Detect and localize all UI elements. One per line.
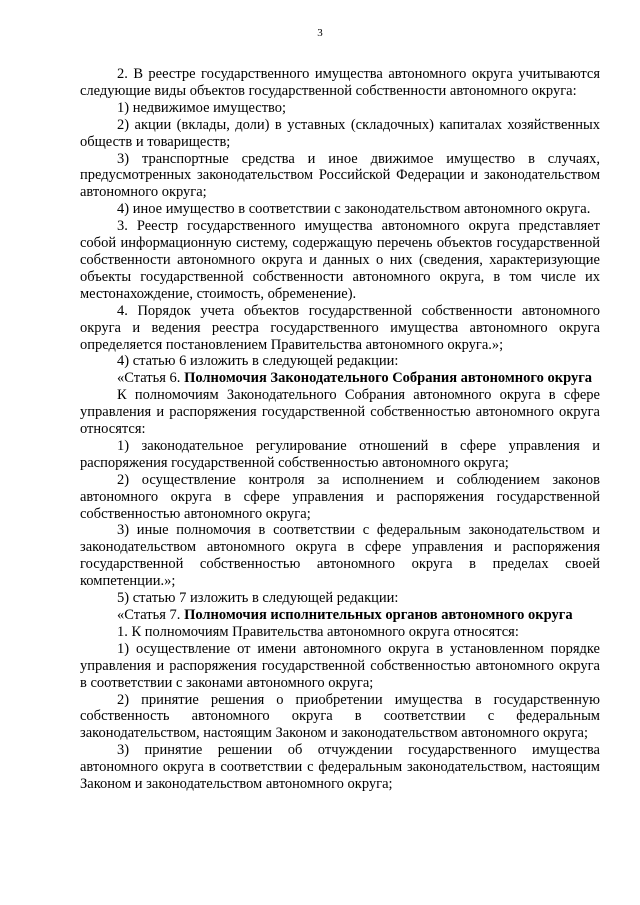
article-6-item-2: 2) осуществление контроля за исполнением и соблюдением законов автономного округа в сфере управления и распоряжения государственной собственностью автономного округа; [80, 471, 600, 522]
paragraph-item-2-registry: 2. В реестре государственного имущества автономного округа учитываются следующие виды объектов государственной собственности автономного округа: [80, 66, 600, 99]
list-item-vehicles: 3) транспортные средства и иное движимое имущество в случаях, предусмотренных законодательством Российской Федерации и законодательством автономного округа; [80, 150, 600, 201]
amendment-article-7-intro: 5) статью 7 изложить в следующей редакции: [117, 590, 399, 607]
document-body [80, 66, 600, 793]
list-item-other-property: 4) иное имущество в соответствии с законодательством автономного округа. [117, 201, 591, 218]
list-item-real-estate: 1) недвижимое имущество; [117, 99, 287, 116]
article-7-prefix: «Статья 7. [117, 607, 185, 623]
article-6-item-3: 3) иные полномочия в соответствии с федеральным законодательством и законодательством автономного округа в сфере управления и распоряжения государственной собственностью автономного округа в пределах своей компетенции.»; [80, 522, 600, 590]
article-6-item-1: 1) законодательное регулирование отношений в сфере управления и распоряжения государственной собственностью автономного округа; [80, 437, 600, 471]
article-7-item-1: 1) осуществление от имени автономного округа в установленном порядке управления и распоряжения государственной собственностью автономного округа в соответствии с законами автономного округа; [80, 640, 600, 691]
list-item-shares: 2) акции (вклады, доли) в уставных (складочных) капиталах хозяйственных обществ и товариществ; [80, 116, 600, 150]
article-6-title: Полномочия Законодательного Собрания автономного округа [184, 370, 593, 387]
article-7-item-2: 2) принятие решения о приобретении имущества в государственную собственность автономного округа в соответствии с федеральным законодательством, настоящим Законом и законодательством автономного округа; [80, 691, 600, 742]
article-7-part-1-intro: 1. К полномочиям Правительства автономного округа относятся: [117, 623, 519, 640]
paragraph-item-4-accounting-procedure: 4. Порядок учета объектов государственной собственности автономного округа и ведения реестра государственного имущества автономного округа определяется постановлением Правительства автономного округа.»; [80, 302, 600, 353]
amendment-article-6-intro: 4) статью 6 изложить в следующей редакции: [117, 353, 399, 370]
article-7-heading [80, 607, 600, 624]
article-7-title: Полномочия исполнительных органов автономного округа [184, 607, 573, 623]
paragraph-item-3-registry-definition: 3. Реестр государственного имущества автономного округа представляет собой информационную систему, содержащую перечень объектов государственной собственности автономного округа и данных о них (сведения, характеризующие объекты государственной собственности автономного округа, в том числе их местонахождение, стоимость, обременение). [80, 218, 600, 302]
article-6-intro: К полномочиям Законодательного Собрания автономного округа в сфере управления и распоряжения государственной собственностью автономного округа относятся: [80, 387, 600, 438]
article-6-prefix: «Статья 6. [117, 370, 185, 387]
article-7-item-3: 3) принятие решении об отчуждении государственного имущества автономного округа в соответствии с федеральным законодательством, настоящим Законом и законодательством автономного округа; [80, 742, 600, 793]
page-number: 3 [317, 27, 323, 39]
article-6-heading [80, 370, 600, 387]
